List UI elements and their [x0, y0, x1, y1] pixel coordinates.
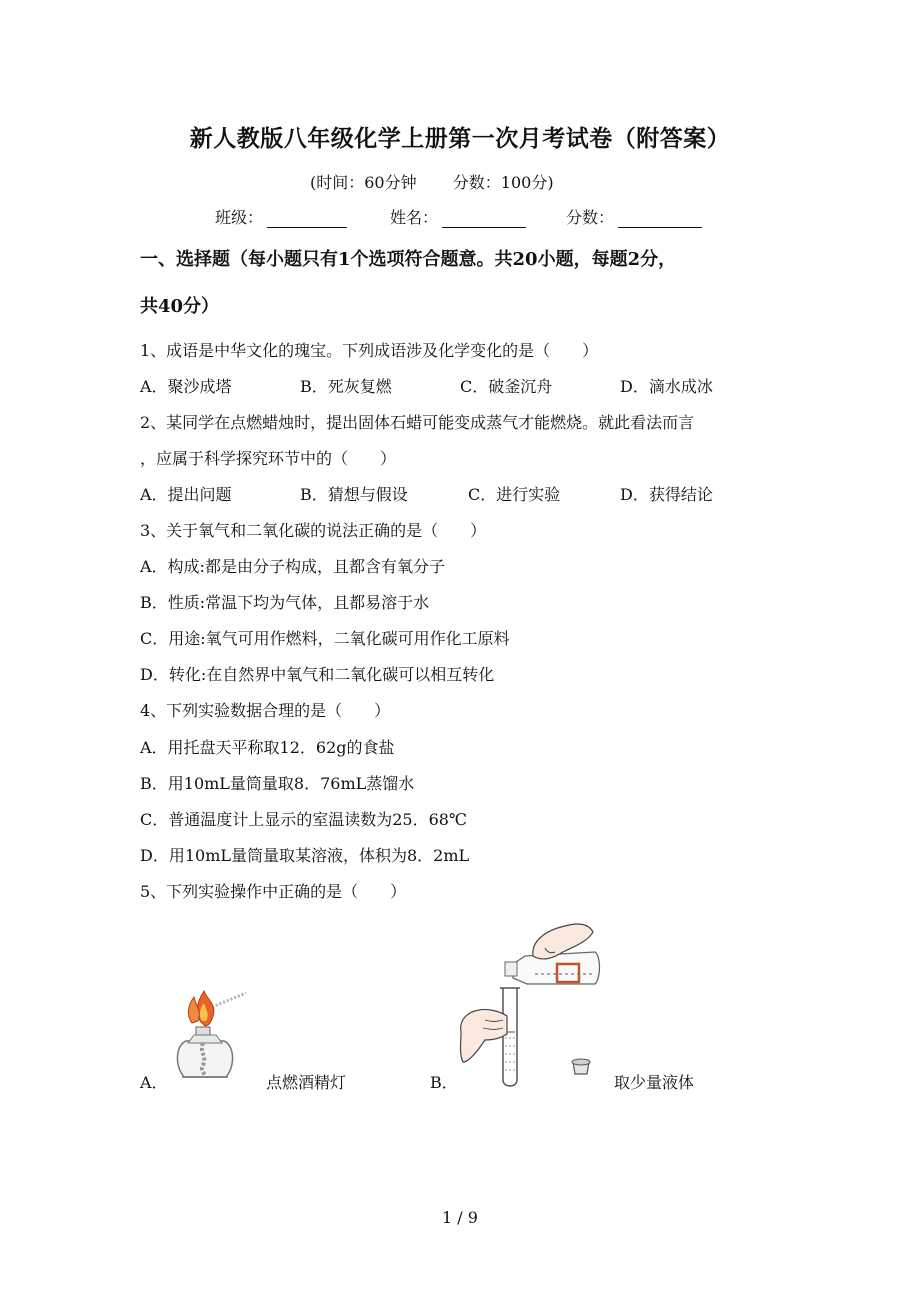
- name-label: 姓名：: [390, 208, 439, 227]
- q3-option-c: C．用途:氧气可用作燃料，二氧化碳可用作化工原料: [140, 629, 510, 648]
- q2-option-c: C．进行实验: [468, 485, 561, 504]
- class-field: [215, 205, 347, 228]
- q4-option-d: D．用10mL量筒量取某溶液，体积为8．2mL: [140, 846, 470, 865]
- q3-option-a: A．构成:都是由分子构成，且都含有氧分子: [140, 557, 445, 576]
- q3-stem: 3、关于氧气和二氧化碳的说法正确的是（ ）: [140, 521, 487, 540]
- q4-option-a: A．用托盘天平称取12．62g的食盐: [140, 738, 395, 757]
- q4-option-c: C．普通温度计上显示的室温读数为25．68℃: [140, 810, 467, 829]
- name-blank[interactable]: [442, 209, 526, 228]
- page-number: 1 / 9: [442, 1208, 478, 1227]
- score-label: 分数：: [566, 208, 615, 227]
- score-field: [566, 205, 702, 228]
- section-title-line2: 共40分）: [140, 296, 220, 317]
- q2-option-a: A．提出问题: [140, 485, 232, 504]
- q1-option-b: B．死灰复燃: [300, 377, 392, 396]
- q5-stem: 5、下列实验操作中正确的是（ ）: [140, 882, 407, 901]
- q5-option-b-caption: 取少量液体: [614, 1073, 695, 1092]
- lamp-body-icon: [177, 1027, 232, 1077]
- flame-icon: [188, 991, 213, 1026]
- q5-option-b-letter: B．: [430, 1073, 458, 1092]
- q2-stem-line2: ，应属于科学探究环节中的（ ）: [140, 449, 397, 468]
- exam-meta: [310, 170, 554, 193]
- q1-option-c: C．破釜沉舟: [460, 377, 553, 396]
- q2-option-d: D．获得结论: [620, 485, 713, 504]
- bottle-stopper-icon: [572, 1059, 590, 1074]
- q3-option-b: B．性质:常温下均为气体，且都易溶于水: [140, 593, 430, 612]
- section-title-line1: 一、选择题（每小题只有1个选项符合题意。共20小题，每题2分，: [140, 249, 677, 270]
- time-info: (时间：60分钟: [310, 173, 417, 192]
- score-info: 分数：100分): [452, 173, 554, 192]
- pouring-liquid-illustration: [455, 912, 605, 1092]
- q3-option-d: D．转化:在自然界中氧气和二氧化碳可以相互转化: [140, 665, 495, 684]
- test-tube-icon: [500, 988, 520, 1086]
- class-blank[interactable]: [267, 209, 347, 228]
- q1-option-a: A．聚沙成塔: [140, 377, 232, 396]
- alcohol-lamp-illustration: [168, 985, 250, 1090]
- q4-stem: 4、下列实验数据合理的是（ ）: [140, 701, 391, 720]
- q1-stem: 1、成语是中华文化的瑰宝。下列成语涉及化学变化的是（ ）: [140, 341, 599, 360]
- page-title: 新人教版八年级化学上册第一次月考试卷（附答案）: [189, 125, 731, 152]
- q5-option-a-caption: 点燃酒精灯: [266, 1073, 347, 1092]
- score-blank[interactable]: [618, 209, 702, 228]
- q5-option-a-letter: A．: [140, 1073, 168, 1092]
- q1-option-d: D．滴水成冰: [620, 377, 713, 396]
- q2-option-b: B．猜想与假设: [300, 485, 408, 504]
- name-field: [390, 205, 526, 228]
- hand-holding-tube-icon: [461, 1009, 508, 1062]
- class-label: 班级：: [215, 208, 264, 227]
- q4-option-b: B．用10mL量筒量取8．76mL蒸馏水: [140, 774, 415, 793]
- match-icon: [212, 993, 246, 1007]
- q2-stem-line1: 2、某同学在点燃蜡烛时，提出固体石蜡可能变成蒸气才能燃烧。就此看法而言: [140, 413, 695, 432]
